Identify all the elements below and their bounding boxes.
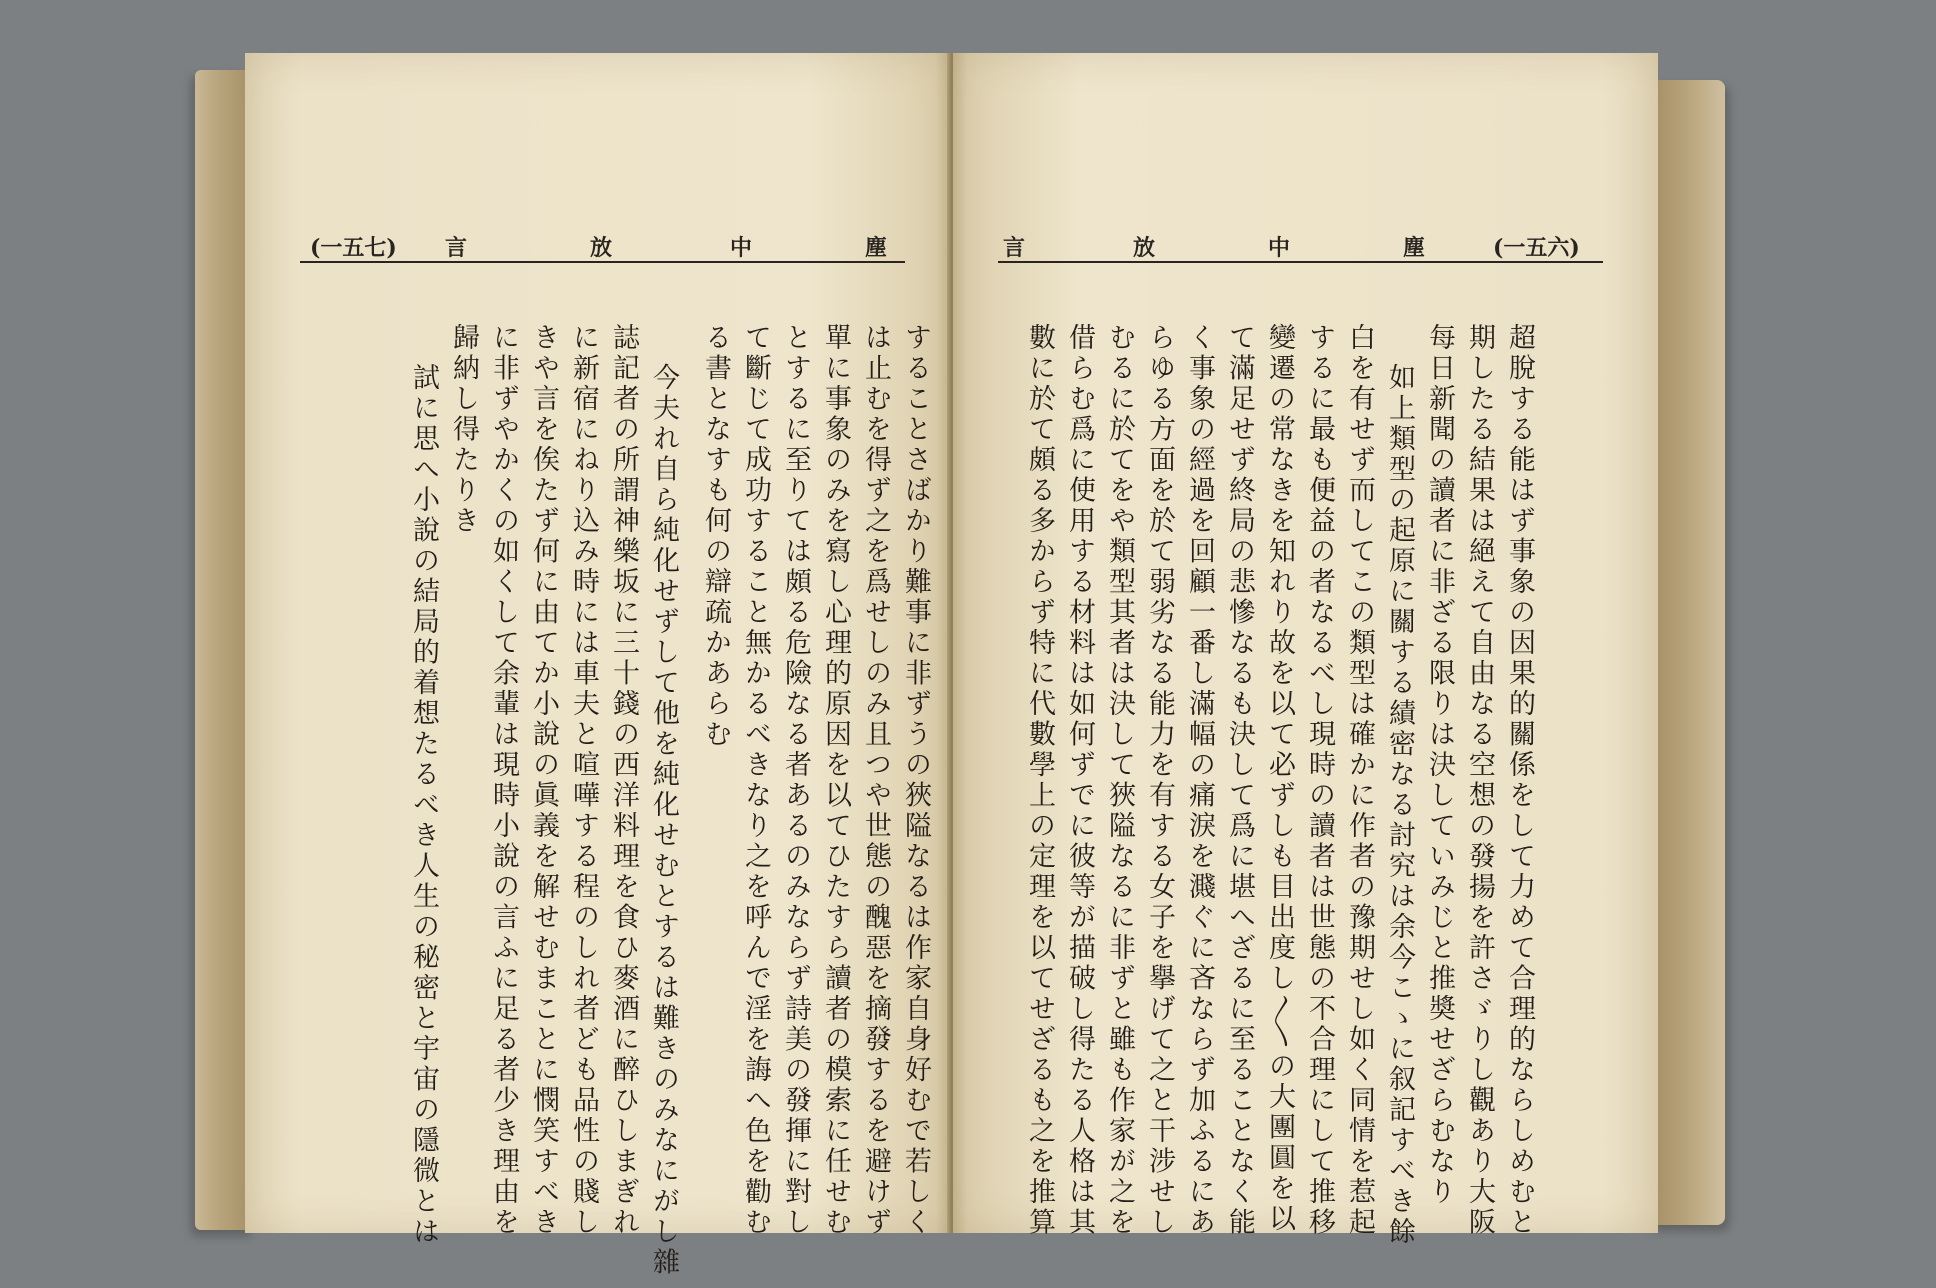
text-column: することさばかり難事に非ずうの狹隘なるは作家自身好むで若しく [900,323,931,1238]
text-column: る書となすも何の辯疏かあらむ [700,323,731,750]
right-title-char: 言 [1003,235,1026,261]
text-column: するに最も便益の者なるべし現時の讀者は世態の不合理にして推移 [1304,323,1335,1238]
text-column: 每日新聞の讀者に非ざる限りは決していみじと推奬せざらむなり [1424,323,1455,1208]
text-column: て斷じて成功すること無かるべきなり之を呼んで淫を誨へ色を勸む [740,323,771,1238]
left-page-header [300,231,905,263]
text-column: 歸納し得たりき [448,323,479,537]
text-column: 誌記者の所謂神樂坂に三十錢の西洋料理を食ひ麥酒に醉ひしまぎれ [608,323,639,1238]
left-title-char: 塵 [865,235,888,261]
left-title-char: 放 [590,235,613,261]
text-column: 超脫する能はず事象の因果的關係をして力めて合理的ならしめむと [1504,323,1535,1238]
text-column: て滿足せず終局の悲慘なるも決して爲に堪へざるに至ることなく能 [1224,323,1255,1238]
text-column: むるに於てをや類型其者は決して狹隘なるに非ずと雖も作家が之を [1104,323,1135,1238]
text-column: に新宿にねり込み時には車夫と喧嘩する程のしれ者ども品性の賤し [568,323,599,1238]
text-column: 期したる結果は絕えて自由なる空想の發揚を許さゞりし觀あり大阪 [1464,323,1495,1238]
left-title-char: 中 [730,235,753,261]
text-column: く事象の經過を回顧一番し滿幅の痛淚を濺ぐに吝ならず加ふるにあ [1184,323,1215,1238]
text-column: らゆる方面を於て弱劣なる能力を有する女子を擧げて之と干涉せし [1144,323,1175,1238]
text-column: 今夫れ自ら純化せずして他を純化せむとするは難きのみなにがし雜 [648,363,679,1278]
open-book [195,45,1725,1278]
text-column: に非ずやかくの如くして余輩は現時小說の言ふに足る者少き理由を [488,323,519,1238]
right-page-edges [1650,80,1725,1225]
right-page-header [998,231,1603,263]
right-page-number: (一五六) [1493,235,1580,261]
left-page [245,53,950,1278]
text-column: 試に思へ小說の結局的着想たるべき人生の秘密と宇宙の隱微とは [408,363,439,1248]
right-page [953,53,1658,1248]
text-column: とするに至りては頗る危險なる者あるのみならず詩美の發揮に對し [780,323,811,1238]
text-column: 白を有せず而してこの類型は確かに作者の豫期せし如く同情を惹起 [1344,323,1375,1238]
text-column: きや言を俟たず何に由てか小說の眞義を解せむまことに憫笑すべき [528,323,559,1238]
right-title-char: 放 [1133,235,1156,261]
text-column: 單に事象のみを寫し心理的原因を以てひたすら讀者の模索に任せむ [820,323,851,1238]
text-column: 變遷の常なきを知れり故を以て必ずしも目出度し〱の大團圓を以 [1264,323,1295,1235]
left-page-number: (一五七) [310,235,397,261]
text-column: 數に於て頗る多からず特に代數學上の定理を以てせざるも之を推算 [1024,323,1055,1238]
right-title-char: 中 [1268,235,1291,261]
text-column: 借らむ爲に使用する材料は如何ずでに彼等が描破し得たる人格は其 [1064,323,1095,1238]
text-column: は止むを得ず之を爲せしのみ且つや世態の醜惡を摘發するを避けず [860,323,891,1238]
left-title-char: 言 [445,235,468,261]
right-title-char: 塵 [1403,235,1426,261]
text-column: 如上類型の起原に關する績密なる討究は余今こゝに叙記すべき餘 [1384,363,1415,1248]
